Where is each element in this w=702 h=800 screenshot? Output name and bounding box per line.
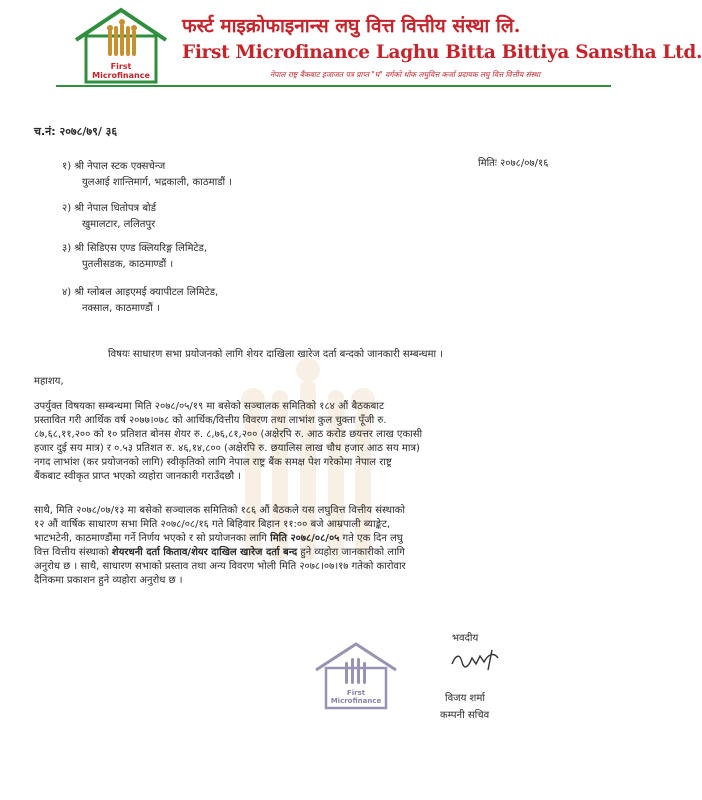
- paragraph-2-line: १२ औं वार्षिक साधारण सभा मिति २०७८/०८/१६ गते बिहिवार बिहान ११:०० बजे आम्रपाली ब्याङ्केट,: [34, 519, 391, 530]
- company-logo: [70, 6, 172, 86]
- reference-number: च.नं: २०७८/७९/ ३६: [34, 125, 118, 138]
- recipient-3-name: ३) श्री सिडिएस एण्ड क्लियरिङ्ग लिमिटेड,: [62, 243, 208, 254]
- paragraph-2-line: [34, 532, 406, 546]
- book-close-date: मिति २०७८/०८/०५: [270, 533, 340, 544]
- letterhead: [0, 0, 702, 96]
- header-rule: [56, 85, 611, 87]
- logo-text-microfinance: Microfinance: [92, 71, 150, 80]
- paragraph-2-line: [34, 546, 406, 560]
- paragraph-1-line: उपर्युक्त विषयका सम्बन्धमा मिति २०७८/०५/१९ मा बसेको सञ्चालक समितिको १८४ औं बैठकबाट: [34, 401, 384, 412]
- stamp-text-microfinance: Microfinance: [330, 697, 382, 705]
- subject-line: विषयः साधारण सभा प्रयोजनको लागि शेयर दाखिला खारेज दर्ता बन्दको जानकारी सम्बन्धमा ।: [108, 349, 444, 360]
- recipient-2-name: २) श्री नेपाल धितोपत्र बोर्ड: [62, 203, 156, 214]
- company-name-english: First Microfinance Laghu Bitta Bittiya Sanstha Ltd.: [182, 42, 702, 63]
- paragraph-1-line: हजार दुई सय मात्र) र ०.५३ प्रतिशत रु. ४६,१४,८०० (अक्षेरपि रु. छयालिस लाख चौध हजार आठ सय मात्र): [34, 443, 420, 454]
- logo-text-first: First: [110, 62, 132, 71]
- signatory-name: विजय शर्मा: [445, 693, 485, 704]
- institution-text: वित्त वित्तीय संस्थाको: [34, 547, 109, 558]
- recipient-2-address: खुमालटार, ललितपुर: [82, 219, 156, 230]
- one-day-text: गते एक दिन लघु: [342, 533, 403, 544]
- signatory-title: कम्पनी सचिव: [440, 710, 490, 721]
- stamp-text-first: First: [346, 689, 366, 697]
- recipient-1-name: १) श्री नेपाल स्टक एक्सचेन्ज: [62, 161, 166, 172]
- book-close-notice: शेयरधनी दर्ता किताव/शेयर दाखिल खारेज दर्ता बन्द: [111, 547, 298, 558]
- paragraph-1-line: प्रस्तावित गरी आर्थिक वर्ष २०७७।०७८ को आर्थिक/वित्तीय विवरण तथा लाभांश कुल चुक्ता पूँजी रु.: [34, 415, 387, 426]
- recipient-4-address: नक्साल, काठमाण्डौं ।: [82, 303, 160, 314]
- recipient-1-address: युलआई शान्तिमार्ग, भद्रकाली, काठमाडौं ।: [82, 177, 233, 188]
- agm-decision-text: भाटभटेनी, काठमाण्डौंमा गर्ने निर्णय भएको र सो प्रयोजनका लागि: [34, 533, 267, 544]
- body-paragraph-1: [34, 400, 422, 484]
- paragraph-1-line: ८७,६८,११,२०० को १० प्रतिशत बोनस शेयर रु. ८,७६,८१,२०० (अक्षेरपि रु. आठ करोड छयत्तर लाख एकासी: [34, 429, 423, 440]
- paragraph-1-line: नगद लाभांश (कर प्रयोजनको लागि) स्वीकृतिको लागि नेपाल राष्ट्र बैंक समक्ष पेश गरेकोमा नेपाल राष्ट्र: [34, 457, 392, 468]
- signature: [448, 646, 508, 672]
- salutation: महाशय,: [34, 376, 64, 387]
- recipient-3-address: पुतलीसडक, काठमाण्डौं ।: [82, 259, 174, 270]
- recipient-4-name: ४) श्री ग्लोबल आइएमई क्यापीटल लिमिटेड,: [62, 287, 219, 298]
- company-stamp-logo: [310, 640, 402, 712]
- information-text: हुने व्यहोरा जानकारीको लागि: [300, 547, 405, 558]
- paragraph-2-line: साथै, मिति २०७८/०७/१३ मा बसेको सञ्चालक समितिको १८६ औं बैठकले यस लघुवित्त वित्तीय संस्थाको: [34, 505, 405, 516]
- paragraph-2-line: अनुरोध छ । साथै, साधारण सभाको प्रस्ताव तथा अन्य विवरण भोली मिति २०७८।०७।१७ गतेको कारोवार: [34, 561, 406, 572]
- paragraph-2-line: दैनिकमा प्रकाशन हुने व्यहोरा अनुरोध छ ।: [34, 575, 183, 586]
- body-paragraph-2: [34, 504, 406, 588]
- company-tagline: नेपाल राष्ट्र बैंकबाट इजाजत पत्र प्राप्त "घ" वर्गको थोक लघुवित्त कर्जा प्रदायक लघु वित्त वित्तीय संस्था: [270, 70, 541, 79]
- letter-date: मितिः २०७८/०७/१६: [478, 158, 549, 169]
- paragraph-1-line: बैंकबाट स्वीकृत प्राप्त भएको व्यहोरा जानकारी गराउँदछौ ।: [34, 471, 242, 482]
- company-name-nepali: फर्स्ट माइक्रोफाइनान्स लघु वित्त वित्तीय संस्था लि.: [182, 15, 521, 37]
- closing-word: भवदीय: [452, 633, 479, 644]
